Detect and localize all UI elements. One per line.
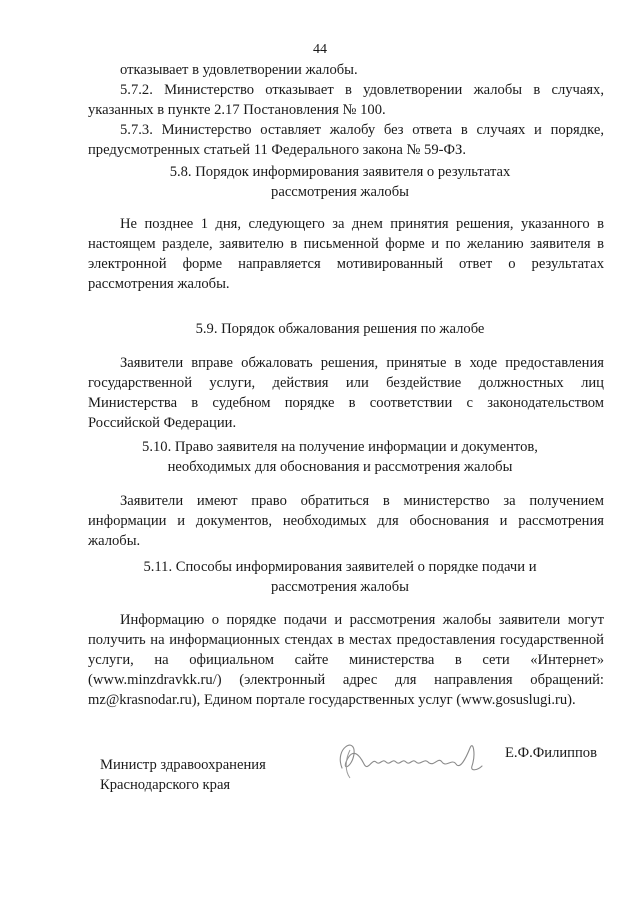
section-5-9-body bbox=[88, 353, 604, 433]
signatory-title-line-1: Министр здравоохранения bbox=[100, 757, 266, 773]
signatory-title bbox=[100, 755, 266, 795]
section-5-7-continuation bbox=[88, 60, 604, 160]
paragraph-5-11: Информацию о порядке подачи и рассмотрения жалобы заявители могут получить на информационных стендах в местах предоставления государственной услуги, на официальном сайте министерства в сети «Интернет» (www.minzdravkk.ru/) (электронный адрес для направления обращений: mz@krasnodar.ru), Едином портале государственных услуг (www.gosuslugi.ru). bbox=[88, 612, 604, 708]
paragraph-5-10: Заявители имеют право обратиться в министерство за получением информации и документов, необходимых для обоснования и рассмотрения жалобы. bbox=[88, 493, 604, 549]
heading-5-11: 5.11. Способы информирования заявителей о порядке подачи и рассмотрения жалобы bbox=[143, 559, 537, 595]
paragraph-5-7-2: 5.7.2. Министерство отказывает в удовлетворении жалобы в случаях, указанных в пункте 2.17 Постановления № 100. bbox=[88, 82, 604, 118]
section-5-10-body bbox=[88, 491, 604, 551]
signatory-title-line-2: Краснодарского края bbox=[100, 777, 231, 793]
heading-5-9: 5.9. Порядок обжалования решения по жалобе bbox=[195, 321, 485, 337]
section-5-8-body bbox=[88, 214, 604, 294]
signatory-name: Е.Ф.Филиппов bbox=[505, 745, 597, 761]
heading-5-10: 5.10. Право заявителя на получение информации и документов, необходимых для обоснования и рассмотрения жалобы bbox=[142, 439, 538, 475]
section-5-11-body bbox=[88, 610, 604, 710]
paragraph-5-9: Заявители вправе обжаловать решения, принятые в ходе предоставления государственной услуги, действия или бездействие должностных лиц Министерства в судебном порядке в соответствии с законодательством Российской Федерации. bbox=[88, 355, 604, 431]
handwritten-signature bbox=[330, 728, 490, 788]
paragraph-5-7-3: 5.7.3. Министерство оставляет жалобу без ответа в случаях и порядке, предусмотренных статьей 11 Федерального закона № 59-ФЗ. bbox=[88, 122, 604, 158]
page-number: 44 bbox=[313, 42, 327, 57]
heading-5-8: 5.8. Порядок информирования заявителя о результатах рассмотрения жалобы bbox=[169, 164, 511, 200]
paragraph-refusal-end: отказывает в удовлетворении жалобы. bbox=[120, 62, 358, 78]
paragraph-5-8: Не позднее 1 дня, следующего за днем принятия решения, указанного в настоящем разделе, заявителю в письменной форме и по желанию заявителя в электронной форме направляется мотивированный ответ о результатах рассмотрения жалобы. bbox=[88, 216, 604, 292]
